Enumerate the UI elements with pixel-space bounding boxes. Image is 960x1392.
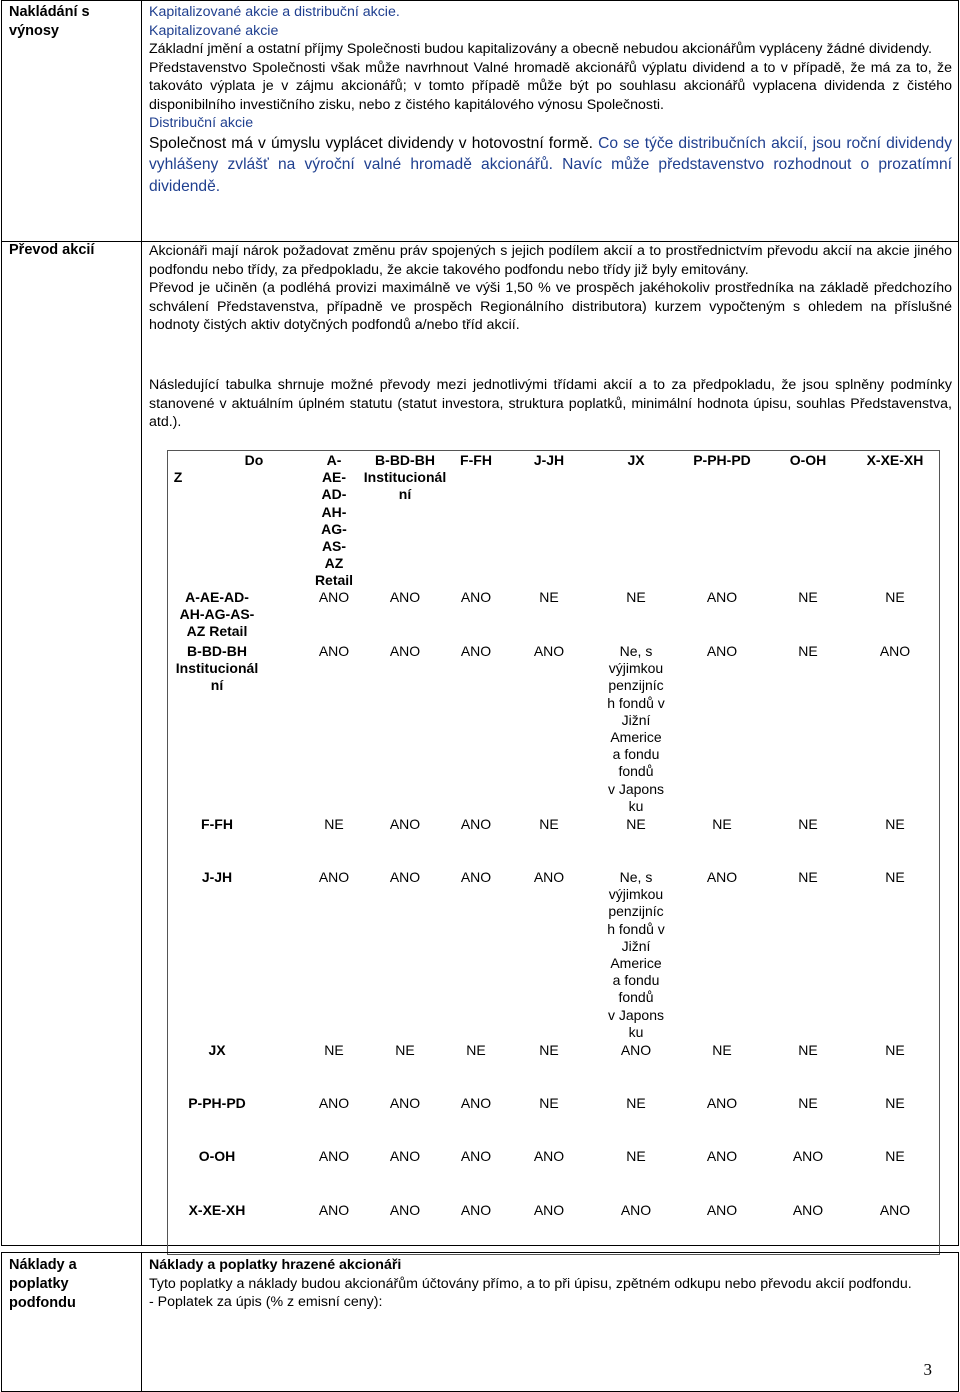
table-cell: ANO (706, 869, 738, 885)
table-cell: NE (626, 1148, 646, 1164)
table-cell: ANO (389, 816, 421, 832)
transfer-content (149, 242, 952, 335)
column-header: J-JH (533, 452, 565, 468)
table-cell: NE (712, 816, 732, 832)
table-cell: ANO (389, 1202, 421, 1218)
table-cell: NE (712, 1042, 732, 1058)
table-cell: ANO (706, 1202, 738, 1218)
table-cell: ANO (389, 1148, 421, 1164)
table-cell: ANO (879, 1202, 911, 1218)
row-header: P-PH-PD (188, 1095, 246, 1111)
corner-to: Do (244, 452, 264, 468)
capitalized-text-1: Základní jmění a ostatní příjmy Společnosti budou kapitalizovány a obecně nebudou akcionářům vypláceny žádné dividendy. (149, 41, 932, 57)
table-cell: NE (539, 816, 559, 832)
table-cell: NE (626, 1095, 646, 1111)
section-label-costs: Náklady a poplatky podfondu (9, 1257, 77, 1311)
table-cell: ANO (533, 643, 565, 659)
table-cell: NE (466, 1042, 486, 1058)
table-cell: ANO (460, 643, 492, 659)
table-cell: ANO (318, 1148, 350, 1164)
table-cell: NE (798, 643, 818, 659)
transfer-matrix-table (167, 450, 940, 1255)
table-cell: ANO (318, 1202, 350, 1218)
costs-title: Náklady a poplatky hrazené akcionáři (149, 1257, 402, 1273)
table-cell: NE (885, 1095, 905, 1111)
row-header: X-XE-XH (188, 1202, 246, 1218)
section-label-transfer: Převod akcií (9, 242, 95, 258)
table-cell: ANO (389, 643, 421, 659)
column-divider (141, 0, 142, 1246)
table-cell: ANO (706, 589, 738, 605)
table-cell: ANO (318, 1095, 350, 1111)
table-cell: ANO (389, 589, 421, 605)
table-cell: ANO (460, 1148, 492, 1164)
transfer-text-3: Následující tabulka shrnuje možné převody mezi jednotlivými třídami akcií a to za předpokladu, že jsou splněny podmínky stanovené v aktuálním úplném statutu (statut investora, struktura poplatků, minimální hodnota úpisu, souhlas Představenstva, atd.). (149, 377, 952, 430)
costs-text-2: - Poplatek za úpis (% z emisní ceny): (149, 1294, 383, 1310)
column-header: A- AE- AD- AH- AG- AS- AZ Retail (314, 452, 354, 589)
row-header: JX (208, 1042, 226, 1058)
table-cell: NE (395, 1042, 415, 1058)
table-cell: NE (324, 816, 344, 832)
table-cell: ANO (706, 1095, 738, 1111)
transfer-text-2: Převod je učiněn (a podléhá provizi maximálně ve výši 1,50 % ve prospěch jakéhokoliv prostředníka na základě předchozího schválení Představenstva, případně ve prospěch Regionálního distributora) kurzem vypočteným s ohledem na příslušné hodnoty čistých aktiv dotyčných podfondů a/nebo tříd akcií. (149, 280, 952, 333)
table-cell: ANO (620, 1202, 652, 1218)
column-header: P-PH-PD (693, 452, 751, 468)
column-header: JX (627, 452, 645, 468)
table-cell: ANO (460, 1202, 492, 1218)
proceeds-content (149, 3, 952, 197)
table-cell: ANO (879, 643, 911, 659)
table-cell: ANO (389, 1095, 421, 1111)
table-cell: ANO (460, 589, 492, 605)
table-cell: NE (539, 1095, 559, 1111)
table-cell: ANO (792, 1148, 824, 1164)
table-cell: NE (885, 589, 905, 605)
table-cell: NE (539, 589, 559, 605)
table-cell: Ne, s výjimkou penzijníc h fondů v Jižní Americe a fondu fondů v Japons ku (607, 643, 665, 814)
row-header: F-FH (201, 816, 233, 832)
table-cell: NE (885, 816, 905, 832)
table-cell: ANO (318, 589, 350, 605)
distribution-text-a: Společnost má v úmyslu vyplácet dividendy v hotovostní formě. (149, 134, 593, 152)
table-cell: NE (885, 869, 905, 885)
column-header: X-XE-XH (866, 452, 924, 468)
column-header: O-OH (789, 452, 827, 468)
distribution-text-b: Co se týče distribučních akcií, jsou roční dividendy vyhlášeny zvlášť na výroční valné hromadě akcionářů. Navíc může představenstvo rozhodnout o prozatímní dividendě. (149, 134, 952, 195)
distribution-title: Distribuční akcie (149, 115, 254, 131)
table-cell: ANO (620, 1042, 652, 1058)
table-cell: NE (798, 869, 818, 885)
proceeds-heading: Kapitalizované akcie a distribuční akcie. (149, 4, 400, 20)
table-cell: NE (798, 589, 818, 605)
costs-text-1: Tyto poplatky a náklady budou akcionářům účtovány přímo, a to při úpisu, zpětném odkupu nebo převodu akcií podfondu. (149, 1275, 912, 1292)
table-cell: ANO (318, 869, 350, 885)
table-cell: Ne, s výjimkou penzijníc h fondů v Jižní Americe a fondu fondů v Japons ku (607, 869, 665, 1040)
table-cell: ANO (460, 869, 492, 885)
table-cell: ANO (706, 1148, 738, 1164)
row-header: A-AE-AD- AH-AG-AS- AZ Retail (179, 589, 255, 640)
transfer-text-1: Akcionáři mají nárok požadovat změnu práv spojených s jejich podílem akcií a to prostřednictvím převodu akcií na akcie jiného podfondu nebo třídy, za předpokladu, že akcie takového podfondu nebo třídy již byly emitovány. (149, 243, 952, 278)
capitalized-text-2: Představenstvo Společnosti však může navrhnout Valné hromadě akcionářů výplatu dividend a to v případě, že má za to, že takováto výplata je v zájmu akcionářů; v tomto případě může být po souhlasu akcionářů vyplacena dividenda z čistého disponibilního investičního zisku, nebo z čistého kapitálového výnosu Společnosti. (149, 59, 952, 113)
table-cell: NE (626, 816, 646, 832)
table-cell: ANO (318, 643, 350, 659)
section-label-proceeds: Nakládání s výnosy (9, 4, 90, 39)
table-cell: ANO (792, 1202, 824, 1218)
corner-from: Z (173, 469, 183, 485)
table-cell: NE (539, 1042, 559, 1058)
table-cell: ANO (533, 1202, 565, 1218)
table-cell: ANO (460, 1095, 492, 1111)
table-cell: ANO (533, 1148, 565, 1164)
table-cell: NE (885, 1042, 905, 1058)
costs-content (149, 1256, 952, 1312)
row-header: J-JH (201, 869, 233, 885)
column-header: B-BD-BH Institucionál ní (363, 452, 447, 503)
table-cell: NE (798, 1095, 818, 1111)
table-cell: NE (626, 589, 646, 605)
column-header: F-FH (460, 452, 492, 468)
column-divider (141, 1252, 142, 1392)
table-cell: ANO (389, 869, 421, 885)
capitalized-title: Kapitalizované akcie (149, 22, 279, 39)
table-cell: ANO (533, 869, 565, 885)
table-cell: NE (798, 816, 818, 832)
table-cell: NE (798, 1042, 818, 1058)
page-number: 3 (923, 1360, 932, 1379)
table-cell: NE (885, 1148, 905, 1164)
row-header: B-BD-BH Institucionál ní (175, 643, 259, 694)
table-cell: NE (324, 1042, 344, 1058)
table-cell: ANO (706, 643, 738, 659)
table-cell: ANO (460, 816, 492, 832)
row-header: O-OH (198, 1148, 236, 1164)
distribution-text (149, 133, 952, 198)
